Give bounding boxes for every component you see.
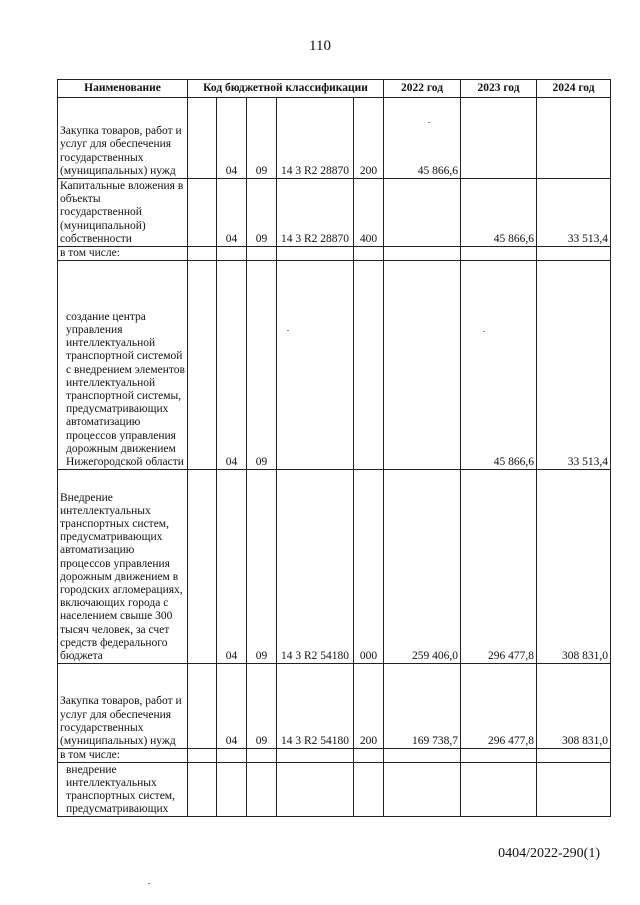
table-row [58,763,611,817]
empty-cell [277,247,354,261]
empty-cell [537,247,611,261]
value-2024: 308 831,0 [537,664,611,749]
code-target: 14 3 R2 54180 [277,664,354,749]
empty-cell [537,749,611,763]
row-name: создание центра управления интеллектуальной транспортной системой с внедрением элементов интеллектуальной транспортной системы, предусматривающих автоматизацию процессов управления дорожным движением Нижегородской области [58,261,188,470]
header-name: Наименование [58,80,188,98]
row-name: в том числе: [58,749,188,763]
value-2022: 169 738,7 [384,664,461,749]
code-expense-type: 200 [354,98,384,179]
code-subsection: 09 [247,470,277,664]
row-name: Внедрение интеллектуальных транспортных систем, предусматривающих автоматизацию процессов управления дорожным движением в городских агломерациях, включающих города с населением свыше 300 тысяч человек, за счет средств федерального бюджета [58,470,188,664]
code-section: 04 [217,179,247,247]
value-2023: 45 866,6 [461,179,537,247]
value-2022 [384,763,461,817]
empty-cell [188,664,217,749]
code-section: 04 [217,261,247,470]
empty-cell [188,247,217,261]
value-2024 [537,763,611,817]
scan-speck [287,330,289,331]
empty-cell [354,749,384,763]
code-section [217,763,247,817]
empty-cell [188,470,217,664]
empty-cell [217,247,247,261]
empty-cell [354,247,384,261]
value-2024 [537,98,611,179]
code-target: 14 3 R2 54180 [277,470,354,664]
scan-speck [148,883,150,884]
scan-speck [483,331,485,332]
header-code: Код бюджетной классификации [188,80,384,98]
table-row [58,749,611,763]
table-row [58,470,611,664]
code-subsection: 09 [247,664,277,749]
value-2022 [384,261,461,470]
value-2022 [384,179,461,247]
scan-speck [428,122,430,123]
empty-cell [461,247,537,261]
empty-cell [247,247,277,261]
code-expense-type: 000 [354,470,384,664]
row-name: Закупка товаров, работ и услуг для обеспечения государственных (муниципальных) нужд [58,98,188,179]
code-expense-type [354,763,384,817]
value-2023 [461,98,537,179]
document-code: 0404/2022-290(1) [498,846,600,861]
value-2024: 308 831,0 [537,470,611,664]
code-subsection: 09 [247,261,277,470]
code-subsection [247,763,277,817]
code-section: 04 [217,664,247,749]
table-row [58,247,611,261]
header-2022: 2022 год [384,80,461,98]
code-expense-type [354,261,384,470]
code-expense-type: 200 [354,664,384,749]
value-2023: 45 866,6 [461,261,537,470]
table-header-row [58,80,611,98]
empty-cell [188,763,217,817]
value-2024: 33 513,4 [537,261,611,470]
code-subsection: 09 [247,179,277,247]
header-2024: 2024 год [537,80,611,98]
value-2022: 259 406,0 [384,470,461,664]
empty-cell [188,98,217,179]
value-2023: 296 477,8 [461,664,537,749]
empty-cell [188,261,217,470]
header-2023: 2023 год [461,80,537,98]
value-2024: 33 513,4 [537,179,611,247]
table-row [58,98,611,179]
code-target: 14 3 R2 28870 [277,98,354,179]
budget-table [57,79,611,817]
value-2022: 45 866,6 [384,98,461,179]
code-section: 04 [217,98,247,179]
code-section: 04 [217,470,247,664]
page-number: 110 [309,38,331,54]
code-target: 14 3 R2 28870 [277,179,354,247]
empty-cell [461,749,537,763]
empty-cell [277,749,354,763]
empty-cell [247,749,277,763]
code-target [277,261,354,470]
row-name: Закупка товаров, работ и услуг для обеспечения государственных (муниципальных) нужд [58,664,188,749]
code-expense-type: 400 [354,179,384,247]
empty-cell [188,749,217,763]
table-row [58,261,611,470]
empty-cell [384,749,461,763]
code-subsection: 09 [247,98,277,179]
row-name: Капитальные вложения в объекты государственной (муниципальной) собственности [58,179,188,247]
empty-cell [217,749,247,763]
empty-cell [384,247,461,261]
row-name: внедрение интеллектуальных транспортных систем, предусматривающих [58,763,188,817]
value-2023 [461,763,537,817]
code-target [277,763,354,817]
table-row [58,179,611,247]
table-row [58,664,611,749]
row-name: в том числе: [58,247,188,261]
empty-cell [188,179,217,247]
value-2023: 296 477,8 [461,470,537,664]
